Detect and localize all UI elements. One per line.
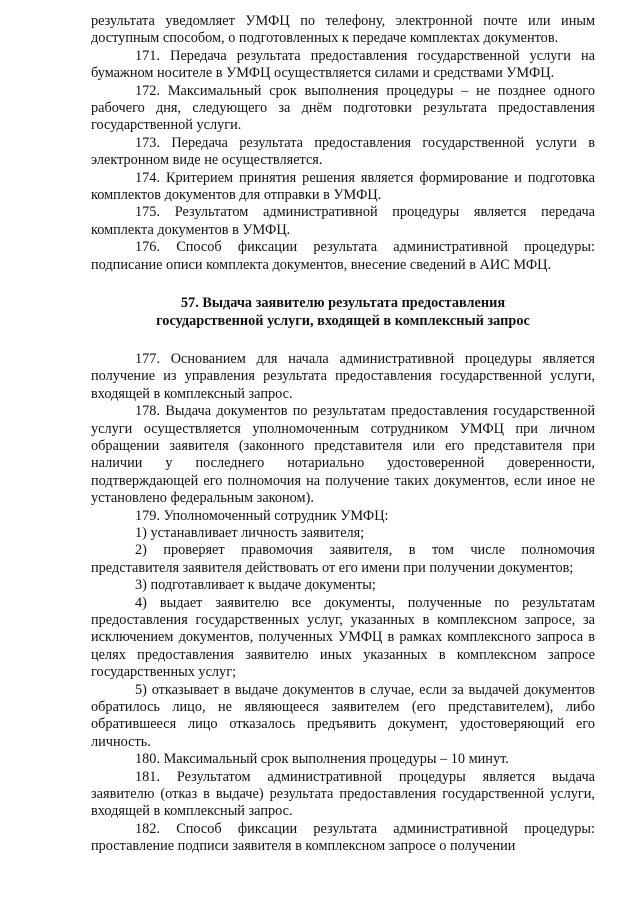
paragraph-175: 175. Результатом административной процедуры является передача комплекта документов в УМФЦ. <box>91 204 595 238</box>
section-heading-line-1: 57. Выдача заявителю результата предоставления <box>180 295 506 312</box>
list-item-179-4: 4) выдает заявителю все документы, полученные по результатам предоставления государственных услуг, указанных в комплексном запросе, за исключением документов, полученных УМФЦ в рамках комплексного запроса в целях предоставления заявителю иных указанных в комплексном запросе государственных услуг; <box>91 594 595 681</box>
paragraphs-top <box>91 13 595 274</box>
paragraph-172: 172. Максимальный срок выполнения процедуры – не позднее одного рабочего дня, следующего за днём подготовки результата предоставления государственной услуги. <box>91 82 595 134</box>
paragraphs-bottom <box>91 351 595 856</box>
paragraph-continuation: результата уведомляет УМФЦ по телефону, электронной почте или иным доступным способом, о подготовленных к передаче комплектах документов. <box>91 13 595 47</box>
paragraph-176: 176. Способ фиксации результата административной процедуры: подписание описи комплекта документов, внесение сведений в АИС МФЦ. <box>91 239 595 273</box>
paragraph-178: 178. Выдача документов по результатам предоставления государственной услуги осуществляется уполномоченным сотрудником УМФЦ при личном обращении заявителя (законного представителя или его представителя при наличии у последнего нотариально удостоверенной доверенности, подтверждающей его полномочия на получение таких документов, если иное не установлено федеральным законом). <box>91 403 595 507</box>
paragraph-177: 177. Основанием для начала административной процедуры является получение из управления результата предоставления государственной услуги, входящей в комплексный запрос. <box>91 350 595 402</box>
list-item-179-3: 3) подготавливает к выдаче документы; <box>135 577 376 594</box>
section-heading-57 <box>91 295 595 330</box>
paragraph-171: 171. Передача результата предоставления государственной услуги на бумажном носителе в УМФЦ осуществляется силами и средствами УМФЦ. <box>91 47 595 82</box>
paragraph-182: 182. Способ фиксации результата административной процедуры: проставление подписи заявителя в комплексном запросе о получении <box>91 820 595 855</box>
paragraph-173: 173. Передача результата предоставления государственной услуги в электронном виде не осуществляется. <box>91 134 595 169</box>
list-item-179-2: 2) проверяет правомочия заявителя, в том числе полномочия представителя заявителя действовать от его имени при получении документов; <box>91 542 595 576</box>
paragraph-180: 180. Максимальный срок выполнения процедуры – 10 минут. <box>135 751 509 768</box>
paragraph-181: 181. Результатом административной процедуры является выдача заявителю (отказ в выдаче) результата предоставления государственной услуги, входящей в комплексный запрос. <box>91 768 595 820</box>
paragraph-174: 174. Критерием принятия решения является формирование и подготовка комплектов документов для отправки в УМФЦ. <box>91 169 595 204</box>
section-heading-line-2: государственной услуги, входящей в комплексный запрос <box>156 312 530 329</box>
list-item-179-1: 1) устанавливает личность заявителя; <box>135 524 365 541</box>
paragraph-179: 179. Уполномоченный сотрудник УМФЦ: <box>135 507 389 524</box>
list-item-179-5: 5) отказывает в выдаче документов в случае, если за выдачей документов обратилось лицо, не являющееся заявителем (его представителем), либо обратившееся лицо отказалось предъявить документ, удостоверяющий его личность. <box>91 681 595 750</box>
